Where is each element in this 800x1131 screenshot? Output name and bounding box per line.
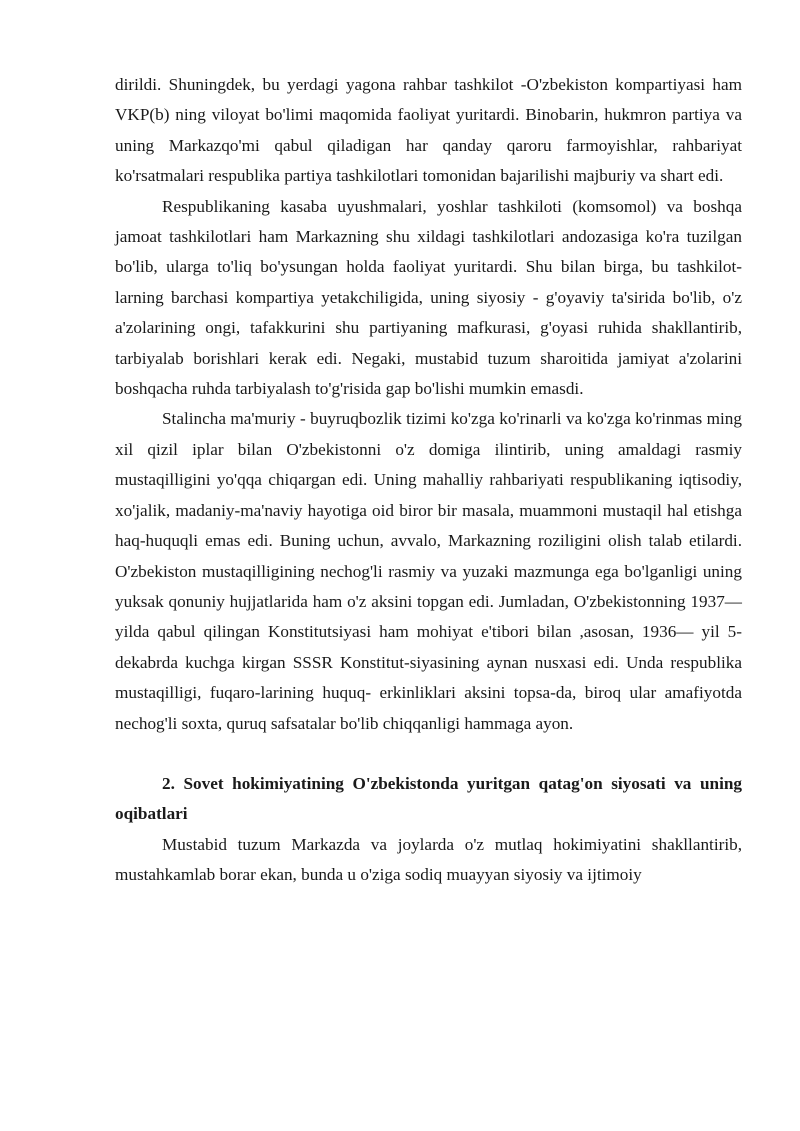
paragraph-continuation: dirildi. Shuningdek, bu yerdagi yagona rahbar tashkilot -O'zbekiston kompartiyasi ham VKP(b) ning viloyat bo'limi maqomida faoliyat yuritardi. Binobarin, hukmron partiya va uning Markazqo'mi qabul qiladigan har qanday qaroru farmoyishlar, rahbariyat ko'rsatmalari respublika partiya tashkilotlari tomonidan bajarilishi majburiy va shart edi. <box>115 75 742 186</box>
document-page <box>115 70 742 891</box>
section-heading: 2. Sovet hokimiyatining O'zbekistonda yuritgan qatag'on siyosati va uning oqibatlari <box>115 773 742 824</box>
paragraph-closing: Mustabid tuzum Markazda va joylarda o'z mutlaq hokimiyatini shakllantirib, mustahkamlab borar ekan, bunda u o'ziga sodiq muayyan siyosiy va ijtimoiy <box>115 834 742 885</box>
paragraph-stalinist-system: Stalincha ma'muriy - buyruqbozlik tizimi ko'zga ko'rinarli va ko'zga ko'rinmas ming xil qizil iplar bilan O'zbekistonni o'z domiga ilintirib, uning amaldagi rasmiy mustaqilligini yo'qqa chiqargan edi. Uning mahalliy rahbariyati respublikaning iqtisodiy, xo'jalik, madaniy-ma'naviy hayotiga oid biror bir masala, muammoni mustaqil hal etishga haq-huquqli emas edi. Buning uchun, avvalo, Markazning roziligini olish talab etilardi. O'zbekiston mustaqilligining nechog'li rasmiy va yuzaki mazmunga ega bo'lganligi uning yuksak qonuniy hujjatlarida ham o'z aksini topgan edi. Jumladan, O'zbekistonning 1937— yilda qabul qilingan Konstitutsiyasi ham mohiyat e'tibori bilan ,asosan, 1936— yil 5- dekabrda kuchga kirgan SSSR Konstitut-siyasining aynan nusxasi edi. Unda respublika mustaqilligi, fuqaro-larining huquq- erkinliklari aksini topsa-da, biroq ular amafiyotda nechog'li soxta, quruq safsatalar bo'lib chiqqanligi hammaga ayon. <box>115 409 742 733</box>
paragraph-public-organizations: Respublikaning kasaba uyushmalari, yoshlar tashkiloti (komsomol) va boshqa jamoat tashkilotlari ham Markazning shu xildagi tashkilotlari andozasiga ko'ra tuzilgan bo'lib, ularga to'liq bo'ysungan holda faoliyat yuritardi. Shu bilan birga, bu tashkilot-larning barchasi kompartiya yetakchiligida, uning siyosiy - g'oyaviy ta'sirida bo'lib, o'z a'zolarining ongi, tafakkurini shu partiyaning mafkurasi, g'oyasi ruhida shakllantirib, tarbiyalab borishlari kerak edi. Negaki, mustabid tuzum sharoitida jamiyat a'zolarini boshqacha ruhda tarbiyalash to'g'risida gap bo'lishi mumkin emasdi. <box>115 196 742 399</box>
